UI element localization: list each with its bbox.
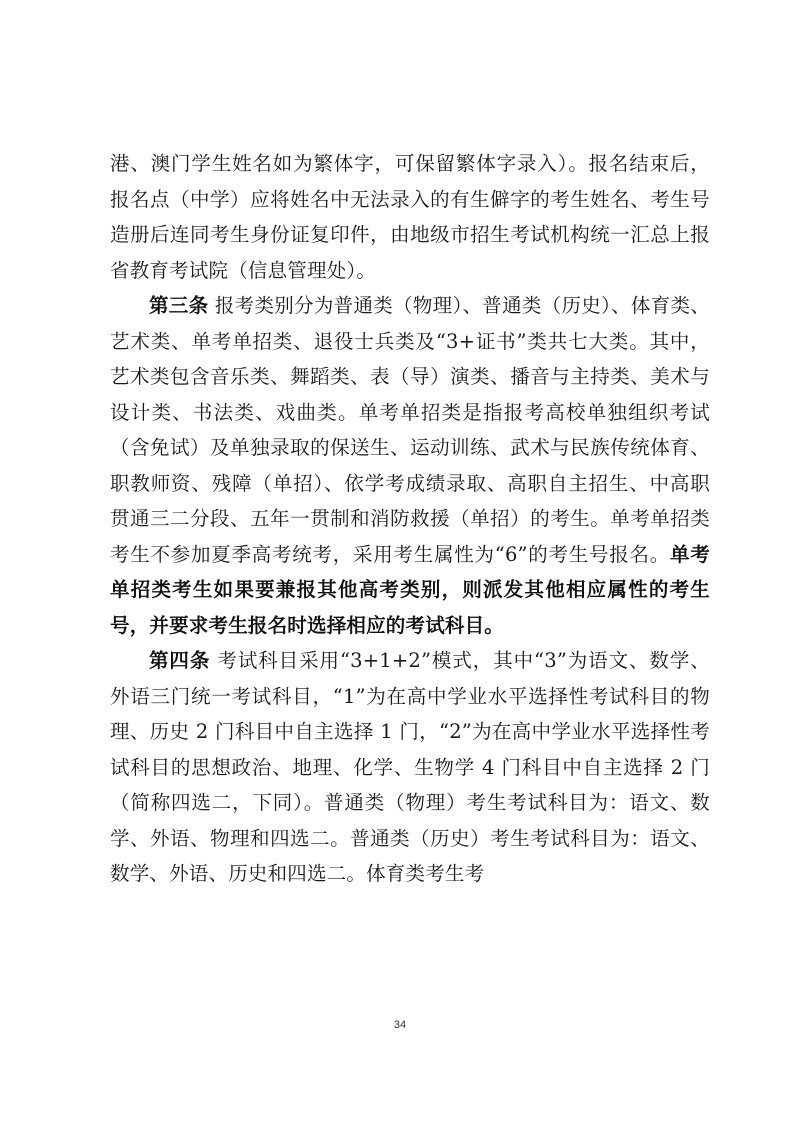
paragraph-article-3 — [110, 288, 710, 643]
article-3-title: 第三条 — [149, 294, 209, 317]
page-number: 34 — [393, 1019, 407, 1031]
article-4-title: 第四条 — [149, 649, 211, 672]
article-3-bold-sentence: 单考单招类考生如果要兼报其他高考类别，则派发其他相应属性的考生号，并要求考生报名时选择相应的考试科目。 — [110, 542, 710, 637]
document-body — [110, 146, 710, 892]
article-3-body: 报考类别分为普通类（物理）、普通类（历史）、体育类、艺术类、单考单招类、退役士兵类及“3+证书”类共七大类。其中，艺术类包含音乐类、舞蹈类、表（导）演类、播音与主持类、美术与设计类、书法类、戏曲类。单考单招类是指报考高校单独组织考试（含免试）及单独录取的保送生、运动训练、武术与民族传统体育、职教师资、残障（单招）、依学考成绩录取、高职自主招生、中高职贯通三二分段、五年一贯制和消防救援（单招）的考生。单考单招类考生不参加夏季高考统考，采用考生属性为“6”的考生号报名。 — [110, 294, 710, 566]
paragraph-article-4 — [110, 643, 710, 892]
paragraph-continued: 港、澳门学生姓名如为繁体字，可保留繁体字录入）。报名结束后，报名点（中学）应将姓名中无法录入的有生僻字的考生姓名、考生号造册后连同考生身份证复印件，由地级市招生考试机构统一汇总上报省教育考试院（信息管理处）。 — [110, 152, 710, 282]
article-4-body: 考试科目采用“3+1+2”模式，其中“3”为语文、数学、外语三门统一考试科目，“1”为在高中学业水平选择性考试科目的物理、历史 2 门科目中自主选择 1 门，“2”为在高中学业水平选择性考试科目的思想政治、地理、化学、生物学 4 门科目中自主选择 2 门（简称四选二，下同）。普通类（物理）考生考试科目为：语文、数学、外语、物理和四选二。普通类（历史）考生考试科目为：语文、数学、外语、历史和四选二。体育类考生考 — [110, 649, 710, 885]
